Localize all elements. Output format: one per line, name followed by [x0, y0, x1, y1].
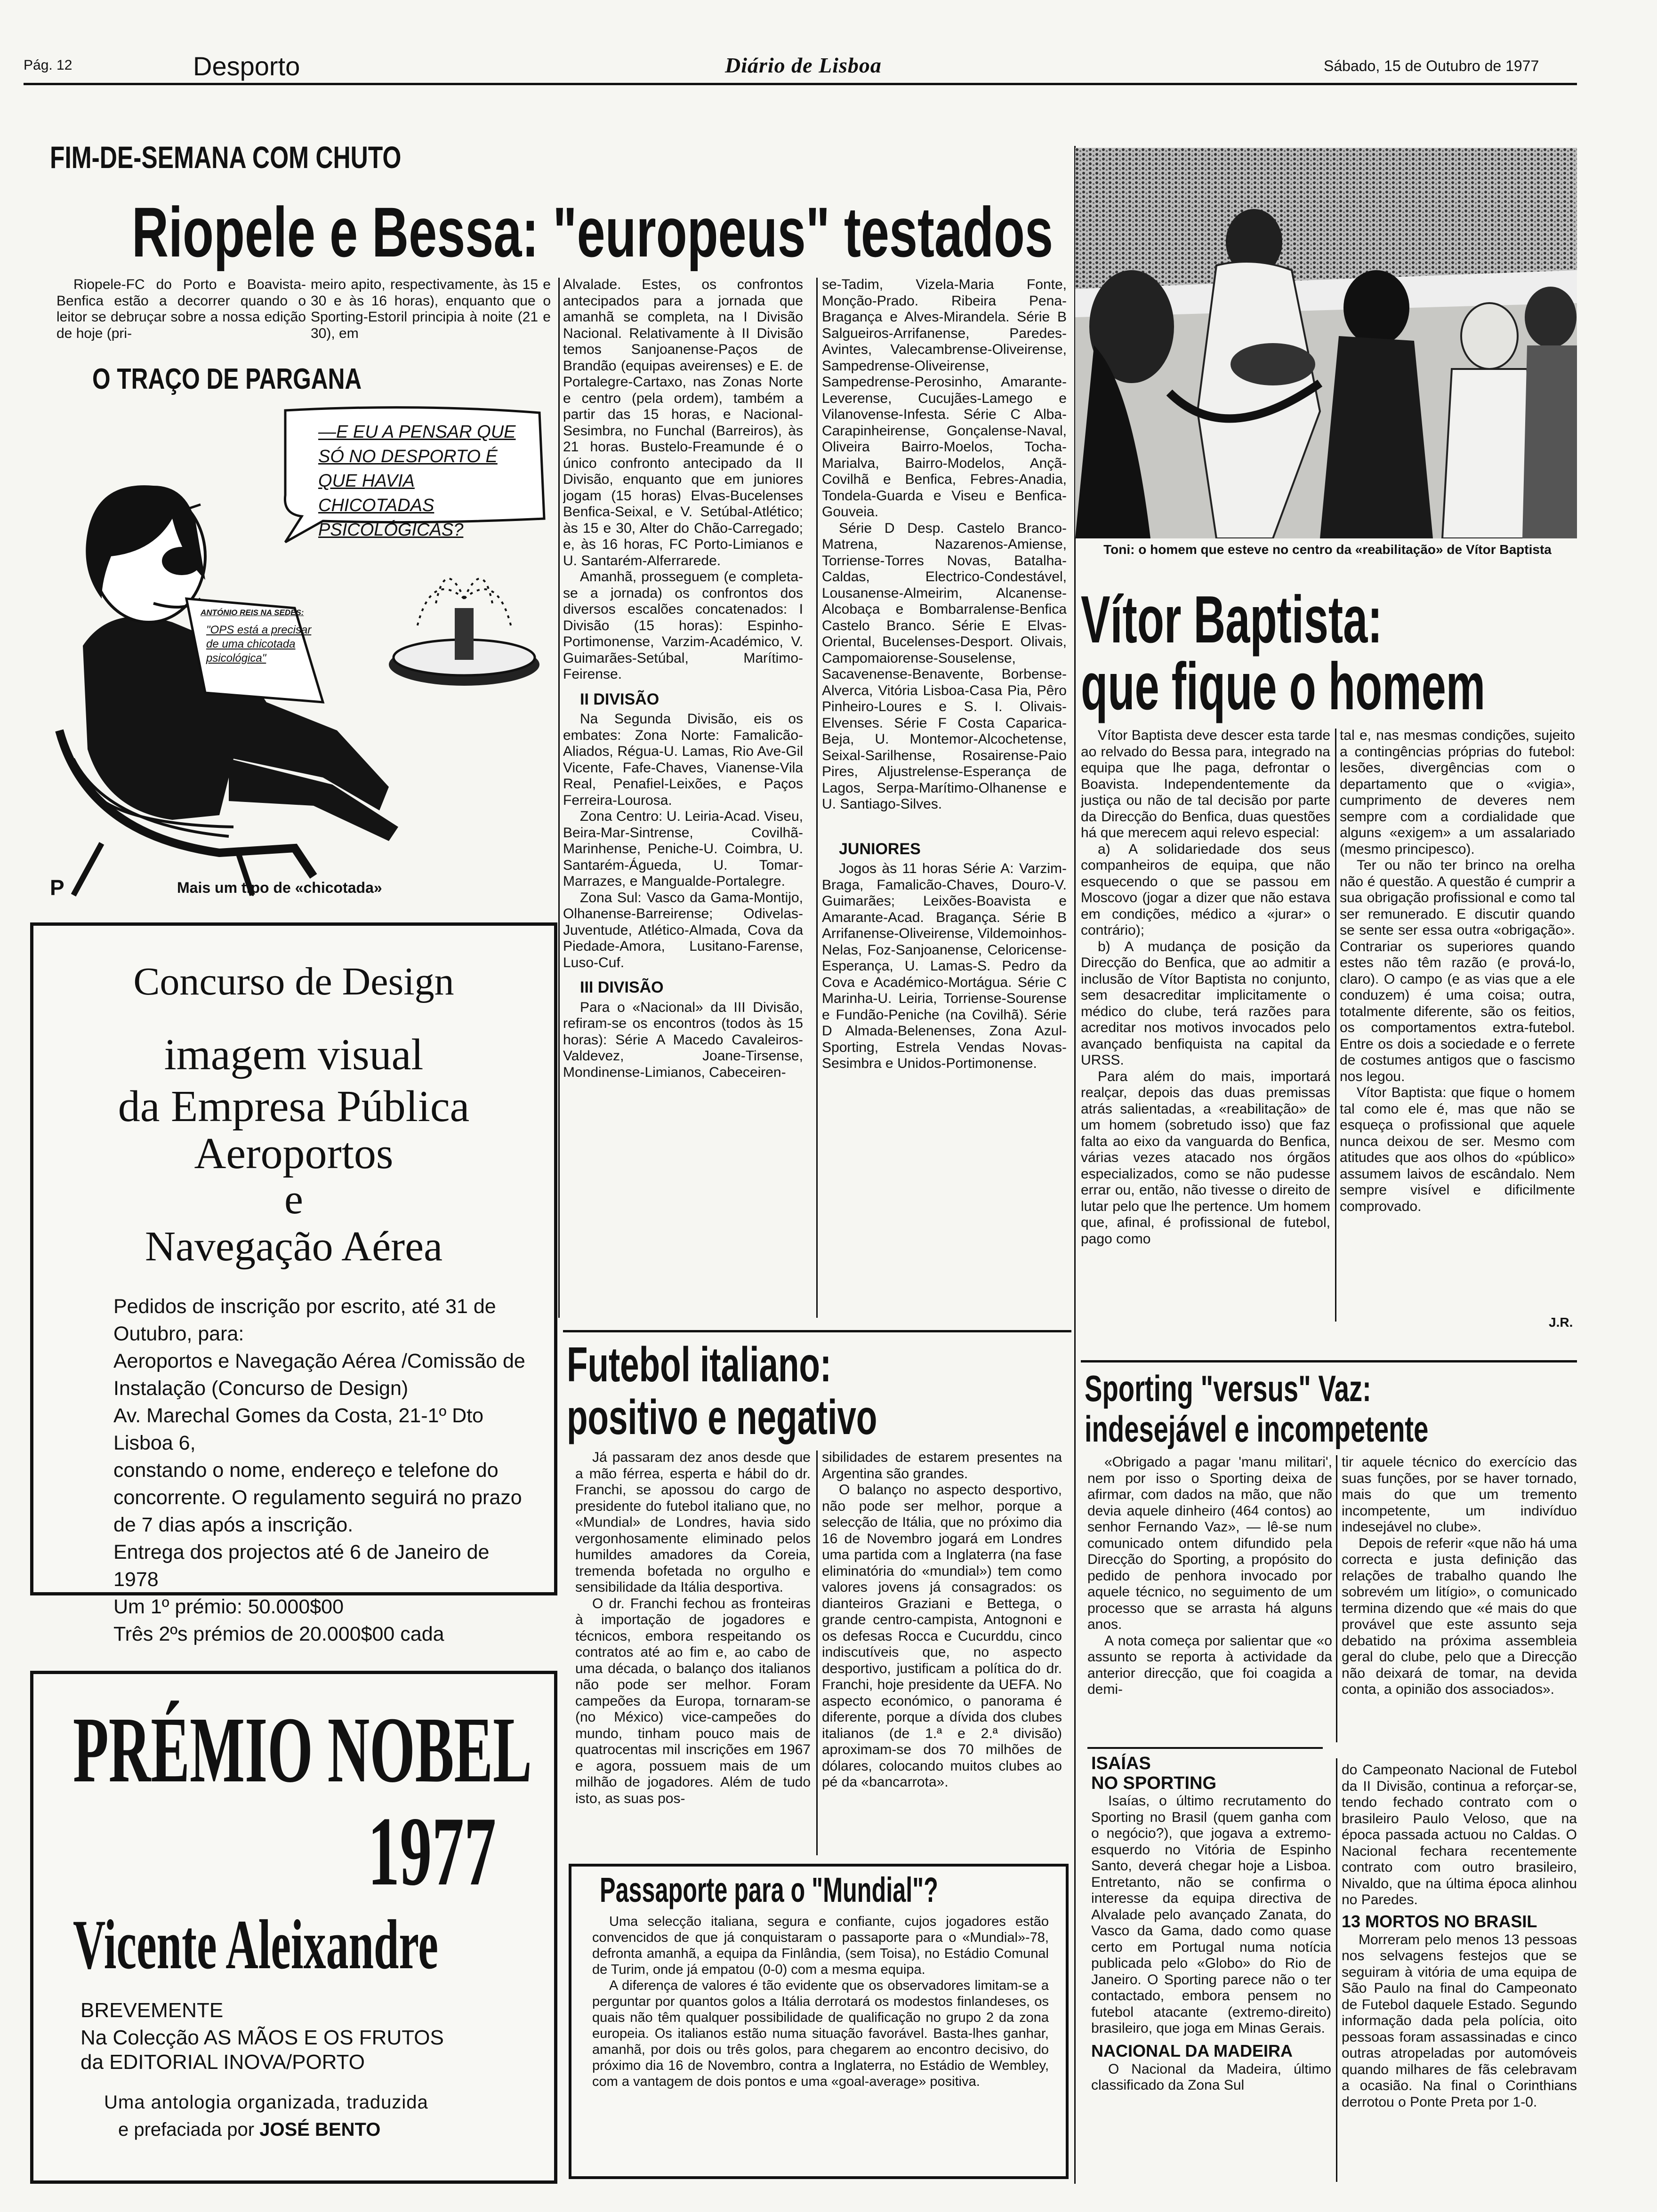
masthead: Diário de Lisboa: [725, 53, 882, 77]
header-rule: [24, 83, 1577, 85]
main-col1-intro: Riopele-FC do Porto e Boavista-Benfica estão a decorrer quando o leitor se debruçar sobre a nossa edição de hoje (pri-: [56, 277, 306, 341]
photo-image: [1075, 148, 1577, 538]
column-rule: [1336, 1758, 1337, 2182]
ad-design-body: Pedidos de inscrição por escrito, até 31 de Outubro, para: Aeroportos e Navegação Aérea /Comissão de Instalação (Concurso de Design) Av. Marechal Gomes da Costa, 21-1º Dto Lisboa 6, constando o nome, endereço e telefone do concorrente. O regulamento seguirá no prazo de 7 dias após a inscrição. Entrega dos projectos até 6 de Janeiro de 1978 Um 1º prémio: 50.000$00 Três 2ºs prémios de 20.000$00 cada: [113, 1295, 525, 1645]
sporting-headline-2: indesejável e incompetente: [1085, 1408, 1429, 1450]
cartoon-caption: Mais um tipo de «chicotada»: [177, 879, 382, 896]
mortos-heading: 13 MORTOS NO BRASIL: [1342, 1911, 1537, 1931]
sporting-headline-1: Sporting "versus" Vaz:: [1085, 1368, 1371, 1409]
vitor-col1: Vítor Baptista deve descer esta tarde ao relvado do Bessa para, integrado na equipa que lhe paga, defrontar o Boavista. Independentemente da justiça ou não de tal decisão por parte da Direcção do Benfica, duas questões há que merecem aqui relevo especial: a) A solidariedade dos seus companheiros de equipa, que não esquecendo o que se passou em Moscovo (jogar a dizer que não estava em condições, médico a «jurar» o contrário); b) A mudança de posição da Direcção do Benfica, que ao admitir a inclusão de Vítor Baptista no conjunto, sem desacreditar implicitamente o médico do clube, terá razões para acreditar nos motivos invocados pelo avançado benfiquista na capital da URSS. Para além do mais, importará realçar, depois das duas premissas atrás salientadas, a «reabilitação» de um homem (sobretudo isso) que faz falta ao eixo da vanguarda do Benfica, várias vezes atacado nos órgãos especializados, como se não pudesse errar ou, então, não tivesse o direito de lutar pelo que lhe pertence. Um homem que, afinal, é profissional de futebol, pago como: [1081, 728, 1330, 1247]
vitor-col2: tal e, nas mesmas condições, sujeito a contingências próprias do futebol: lesões, divergências com o departamento que o «vigia», cumprimento de deveres nem sempre com a cordialidade que alguns «exigem» a um assalariado (mesmo principesco). Ter ou não ter brinco na orelha não é questão. A questão é cumprir a sua obrigação profissional e como tal ser remunerado. E discutir quando se sente ser essa outra «obrigação». Contrariar os superiores quando estes não têm razão (e prová-lo, claro). O campo (e as vias que a ele conduzem) é uma coisa; outra, totalmente diferente, são os feitios, os comportamentos extra-futebol. Entre os dois a sociedade e o ferrete de costumes antigos que o fascismo nos legou. Vítor Baptista: que fique o homem tal como ele é, mas que não se esqueça o profissional que aquele nunca deixou de ser. Mesmo com atitudes que aos olhos do «público» assumem laivos de escândalo. Nem sempre visível e dificilmente comprovado.: [1340, 728, 1575, 1214]
passaporte-body: Uma selecção italiana, segura e confiante, cujos jogadores estão convencidos de que já conquistaram o passaporte para o «Mundial»-78, defronta amanhã, a equipa da Finlândia, (sem Toisa), no Estádio Comunal de Turim, onde já empatou (0-0) com a mesma equipa. A diferença de valores é tão evidente que os observadores limitam-se a perguntar por quantos golos a Itália derrotará os modestos finlandeses, os quais não têm qualquer possibilidade de qualificação no grupo 2 da zona europeia. Os italianos estão numa situação favorável. Basta-lhes ganhar, amanhã, por dois ou três golos, para chegarem ao encontro decisivo, do próximo dia 16 de Novembro, contra a Inglaterra, no Estádio de Wembley, com a vantagem de dois pontos e uma «goal-average» positiva.: [592, 1914, 1049, 2089]
section-rule: [563, 1330, 1071, 1332]
isaias-col1: ISAÍAS NO SPORTING Isaías, o último recrutamento do Sporting no Brasil (quem ganha com o negócio?), que jogava a extremo-esquerdo no Vitória de Espinho Santo, deverá chegar hoje a Lisboa. Entretanto, não se confirma o interesse da equipa directiva de Alvalade pelo avançado Zanata, do Vasco da Gama, dado como quase certo em Portugal numa notícia publicada pelo «Globo» do Rio de Janeiro. O Sporting parece não o ter contactado, embora pensem no futebol atacante (extremo-direito) brasileiro, que joga em Minas Gerais. NACIONAL DA MADEIRA O Nacional da Madeira, último classificado da Zona Sul: [1091, 1754, 1331, 2093]
ad-premio-nobel: [30, 1671, 557, 2184]
photo-caption: Toni: o homem que esteve no centro da «reabilitação» de Vítor Baptista: [1103, 542, 1552, 557]
nobel-line2: e prefaciada por JOSÉ BENTO: [118, 2119, 381, 2140]
italiano-headline-2: positivo e negativo: [567, 1390, 877, 1445]
isaias-heading: ISAÍAS: [1091, 1754, 1151, 1773]
isaias-heading: NO SPORTING: [1091, 1773, 1217, 1793]
ad-design-line: Navegação Aérea: [145, 1223, 443, 1270]
newspaper-headline: "OPS está a precisar de uma chicotada psicológica": [206, 624, 312, 665]
ad-design-line: e: [284, 1176, 303, 1223]
sporting-col1: «Obrigado a pagar 'manu militari', nem por isso o Sporting deixa de afirmar, com dados na mão, que não devia aquele dinheiro (464 contos) ao senhor Fernando Vaz», — lê-se num comunicado ontem difundido pela Direcção do Sporting, a propósito do pedido de penhora invocado por aquele técnico, no seguimento de um processo que se arrasta há alguns anos. A nota começa por salientar que «o assunto se reporta à actividade da anterior direcção, que foi coagida a demi-: [1087, 1454, 1332, 1697]
passaporte-headline: Passaporte para o "Mundial"?: [600, 1870, 938, 1909]
section-title: Desporto: [193, 51, 300, 81]
nobel-title: PRÉMIO NOBEL: [73, 1698, 532, 1802]
italiano-col1: Já passaram dez anos desde que a mão férrea, esperta e hábil do dr. Franchi, se apossou do cargo de presidente do futebol italiano que, no «Mundial» de Londres, havia sido vergonhosamente eliminado pelos humildes amadores da Coreia, tremenda bofetada no orgulho e sensibilidade da Itália desportiva. O dr. Franchi fechou as fronteiras à importação de jogadores e técnicos, embora respeitando os contratos até ao fim e, ao cabo de uma década, o balanço dos italianos não pode ser melhor. Foram campeões da Europa, tornaram-se (no México) vice-campeões do mundo, tinham pouco mais de quatrocentas mil inscrições em 1967 e agora, possuem mais de um milhão de jogadores. Além de tudo isto, as suas pos-: [575, 1450, 811, 1806]
ad-concurso-design: [30, 922, 557, 1645]
vitor-signature: J.R.: [1549, 1315, 1573, 1330]
vitor-headline-1: Vítor Baptista:: [1081, 582, 1383, 657]
subhead-iii-divisao: III DIVISÃO: [580, 978, 664, 996]
newspaper-masthead: ANTÓNIO REIS NA SEDES:: [201, 608, 304, 617]
nacional-heading: NACIONAL DA MADEIRA: [1091, 2041, 1293, 2060]
issue-date: Sábado, 15 de Outubro de 1977: [1324, 57, 1539, 74]
main-col2-intro: meiro apito, respectivamente, às 15 e 30 e às 16 horas), enquanto que o Sporting-Estoril principia à noite (21 e 30), em: [311, 277, 551, 341]
page-number: Pág. 12: [24, 57, 72, 73]
italiano-headline-1: Futebol italiano:: [567, 1338, 832, 1392]
nobel-publisher: da EDITORIAL INOVA/PORTO: [80, 2051, 365, 2074]
column-rule: [1335, 729, 1336, 1322]
subhead-ii-divisao: II DIVISÃO: [580, 690, 660, 708]
passaporte-box: [569, 1864, 1069, 2179]
column-rule: [816, 1451, 818, 1855]
ad-design-line: da Empresa Pública: [118, 1082, 470, 1131]
ad-design-title: Concurso de Design: [133, 960, 454, 1003]
column-rule: [816, 278, 818, 1318]
main-headline: Riopele e Bessa: "europeus" testados: [132, 192, 1054, 272]
main-col4: se-Tadim, Vizela-Maria Fonte, Monção-Prado. Ribeira Pena-Bragança e Alves-Mirandela. Série B Salgueiros-Arrifanense, Paredes-Avintes, Valecambrense-Oliveirense, Sampedrense-Oliveirense, Sampedrense-Perosinho, Amarante-Leverense, Cucujães-Lamego e Vilanovense-Infesta. Série C Alba-Carapinheirense, Gonçalense-Naval, Oliveira Bairro-Moelos, Tocha-Marialva, Bairro-Modelos, Ançã-Covilhã e Benfica, Febres-Anadia, Tondela-Guarda e Viseu e Benfica-Gouveia. Série D Desp. Castelo Branco-Matrena, Nazarenos-Amiense, Torriense-Torres Novas, Batalha-Caldas, Electrico-Condestável, Lousanense-Almeirim, Alcanense-Alcobaça e Bombarralense-Benfica Castelo Branco. Série E Elvas-Oriental, Bucelenses-Desport. Olivais, Campomaiorense-Souselense, Sacavenense-Benavente, Borbense-Alverca, Vitória Lisboa-Casa Pia, Pêro Pinheiro-Loures e S. I. Olivais-Elvenses. Série F Costa Caparica-Beja, U. Montemor-Alcochetense, Seixal-Sarilhense, Rosairense-Paio Pires, Aljustrelense-Esperança de Lagos, Serpa-Marítimo-Olhanense e U. Santiago-Silves. JUNIORES Jogos às 11 horas Série A: Varzim-Braga, Famalicão-Chaves, Douro-V. Guimarães; Leixões-Boavista e Amarante-Acad. Bragança. Série B Arrifanense-Oliveirense, Vildemoinhos-Nelas, Foz-Sanjoanense, Celoricense-Esperança, U. Lamas-S. Pedro da Cova e Académico-Mortágua. Série C Marinha-U. Leiria, Torriense-Sourense e Fundão-Peniche (na Covilhã). Série D Almada-Belenenses, Zona Azul-Sporting, Estrela Vendas Novas-Sesimbra e Unidos-Portimonense.: [822, 277, 1067, 1071]
nobel-collection: Na Colecção AS MÃOS E OS FRUTOS: [80, 2026, 444, 2049]
main-col3: Alvalade. Estes, os confrontos antecipados para a jornada que amanhã se completa, na I Divisão Nacional. Relativamente à II Divisão temos Sanjoanense-Paços de Brandão (equipas aveirenses) e E. de Portalegre-Cartaxo, nas Zonas Norte e centro (pela ordem), também a partir das 15 horas, e Nacional-Sesimbra, no Funchal (Barreiros), às 21 horas. Bustelo-Freamunde é o único confronto antecipado da II Divisão, enquanto que em juniores jogam (15 horas) Elvas-Bucelenses Benfica-Seixal, e V. Setúbal-Atlético; às 15 e 30, Alter do Chão-Carregado; e, às 16 horas, FC Porto-Limianos e U. Santarém-Alferrarede. Amanhã, prosseguem (e completa-se a jornada) os confrontos dos diversos escalões concatenados: I Divisão (15 horas): Espinho-Portimonense, Varzim-Académico, V. Guimarães-Setúbal, Marítimo-Feirense. II DIVISÃO Na Segunda Divisão, eis os embates: Zona Norte: Famalicão-Aliados, Régua-U. Lamas, Rio Ave-Gil Vicente, Fafe-Chaves, Vianense-Vila Real, Penafiel-Leixões, e Paços Ferreira-Lourosa. Zona Centro: U. Leiria-Acad. Viseu, Beira-Mar-Sintrense, Covilhã-Marinhense, Peniche-U. Coimbra, U. Santarém-Águeda, U. Tomar-Marrazes, e Mangualde-Portalegre. Zona Sul: Vasco da Gama-Montijo, Olhanense-Barreirense; Odivelas-Juventude, Atlético-Almada, Cova da Piedade-Amora, Lusitano-Farense, Luso-Cuf. III DIVISÃO Para o «Nacional» da III Divisão, refiram-se os encontros (todos às 15 horas): Série A Macedo Cavaleiros-Valdevez, Joane-Tirsense, Mondinense-Limianos, Cabeceiren-: [563, 277, 803, 1080]
ad-design-line: Aeroportos: [194, 1129, 394, 1178]
italiano-col2: sibilidades de estarem presentes na Argentina são grandes. O balanço no aspecto desportivo, não pode ser melhor, porque a selecção de Itália, que no próximo dia 16 de Novembro jogará em Londres uma partida com a Inglaterra (na fase eliminatória do «mundial») tem como valores jovens já consagrados: os dianteiros Graziani e Bettega, o grande centro-campista, Antognoni e os defesas Rocca e Cucurddu, cinco indiscutíveis que, no aspecto desportivo, justificam a política do dr. Franchi, hoje presidente da UEFA. No aspecto económico, o panorama é diferente, porque a dívida dos clubes italianos (de 1.ª e 2.ª divisão) aproximam-se dos 70 milhões de dólares, colocando muitos clubes ao pé da «bancarrota».: [822, 1450, 1062, 1790]
nobel-line1: Uma antologia organizada, traduzida: [104, 2092, 428, 2113]
subhead-juniores: JUNIORES: [839, 840, 921, 858]
section-rule: [1081, 1360, 1577, 1362]
speech-bubble-text: —E EU A PENSAR QUE SÓ NO DESPORTO É QUE HAVIA CHICOTADAS PSICOLÓGICAS?: [318, 422, 516, 540]
cartoon: [31, 401, 554, 905]
nobel-author: Vicente Aleixandre: [73, 1906, 438, 1984]
nobel-soon: BREVEMENTE: [80, 1999, 224, 2022]
cartoon-signature: P: [50, 875, 64, 900]
photo-toni-vitor: [1075, 148, 1577, 538]
isaias-col2: do Campeonato Nacional de Futebol da II Divisão, continua a reforçar-se, tendo fechado contrato com o brasileiro Paulo Veloso, que na época passada actuou no Caldas. O Nacional fechara recentemente contrato com outro brasileiro, Nivaldo, que na última época alinhou no Paredes. 13 MORTOS NO BRASIL Morreram pelo menos 13 pessoas nos selvagens festejos que se seguiram à vitória de uma equipa de São Paulo na final do Campeonato de Futebol daquele Estado. Segundo informação dada pela polícia, oito pessoas foram assassinadas e cinco outras atropeladas por automóveis quando milhares de fãs celebravam a ocasião. Na final o Corinthians derrotou o Ponte Preta por 1-0.: [1342, 1762, 1577, 2110]
column-rule: [1336, 1455, 1337, 1742]
cartoon-title: O TRAÇO DE PARGANA: [92, 363, 362, 395]
sporting-col2: tir aquele técnico do exercício das suas funções, por se haver tornado, mais do que um tremento incompetente, um indivíduo indesejável no clube». Depois de referir «que não há uma correcta e justa definição das relações de trabalho quando lhe sobrevém um litígio», o comunicado termina dizendo que «é mais do que provável que este assunto seja debatido na próxima assembleia geral do clube, pelo que a Direcção não deixará de tomar, na devida conta, a opinião dos associados».: [1342, 1454, 1577, 1697]
kicker: FIM-DE-SEMANA COM CHUTO: [50, 140, 402, 175]
nobel-year: 1977: [368, 1797, 496, 1906]
ad-design-line: imagem visual: [164, 1030, 424, 1079]
vitor-headline-2: que fique o homem: [1081, 649, 1486, 724]
section-rule: [1087, 1747, 1323, 1749]
column-rule: [558, 278, 560, 1318]
